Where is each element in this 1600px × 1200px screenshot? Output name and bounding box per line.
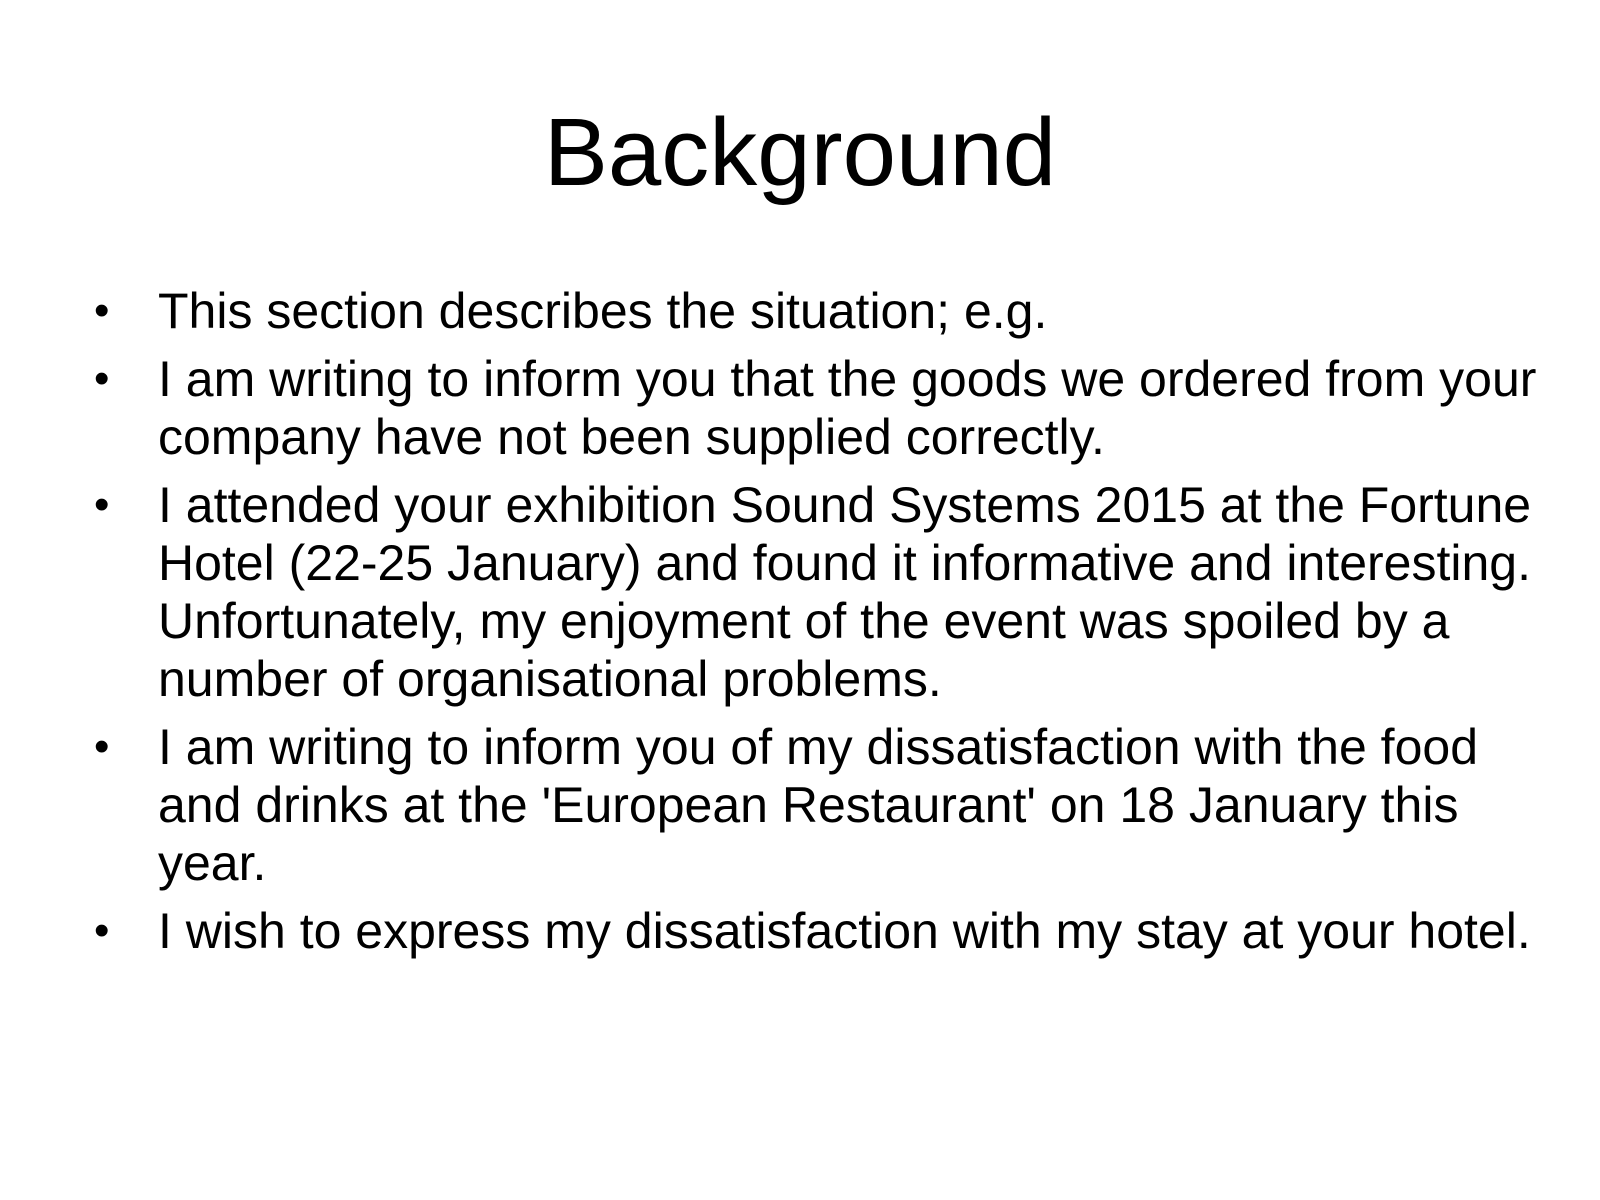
bullet-list	[94, 282, 1544, 970]
bullet-text: I am writing to inform you of my dissatisfaction with the food and drinks at the 'European Restaurant' on 18 January this year.	[158, 719, 1478, 891]
bullet-item	[94, 718, 1544, 892]
bullet-item	[94, 902, 1544, 960]
bullet-icon: •	[94, 354, 110, 403]
bullet-text: I wish to express my dissatisfaction with my stay at your hotel.	[158, 903, 1531, 959]
bullet-item	[94, 282, 1544, 340]
bullet-icon: •	[94, 286, 110, 335]
bullet-icon: •	[94, 906, 110, 955]
bullet-item	[94, 350, 1544, 466]
bullet-item	[94, 476, 1544, 708]
bullet-icon: •	[94, 722, 110, 771]
bullet-text: This section describes the situation; e.g.	[158, 283, 1048, 339]
bullet-icon: •	[94, 480, 110, 529]
bullet-text: I am writing to inform you that the goods we ordered from your company have not been supplied correctly.	[158, 351, 1537, 465]
slide-title: Background	[543, 99, 1057, 206]
bullet-text: I attended your exhibition Sound Systems 2015 at the Fortune Hotel (22-25 January) and found it informative and interesting. Unfortunately, my enjoyment of the event was spoiled by a number of organisational problems.	[158, 477, 1532, 707]
